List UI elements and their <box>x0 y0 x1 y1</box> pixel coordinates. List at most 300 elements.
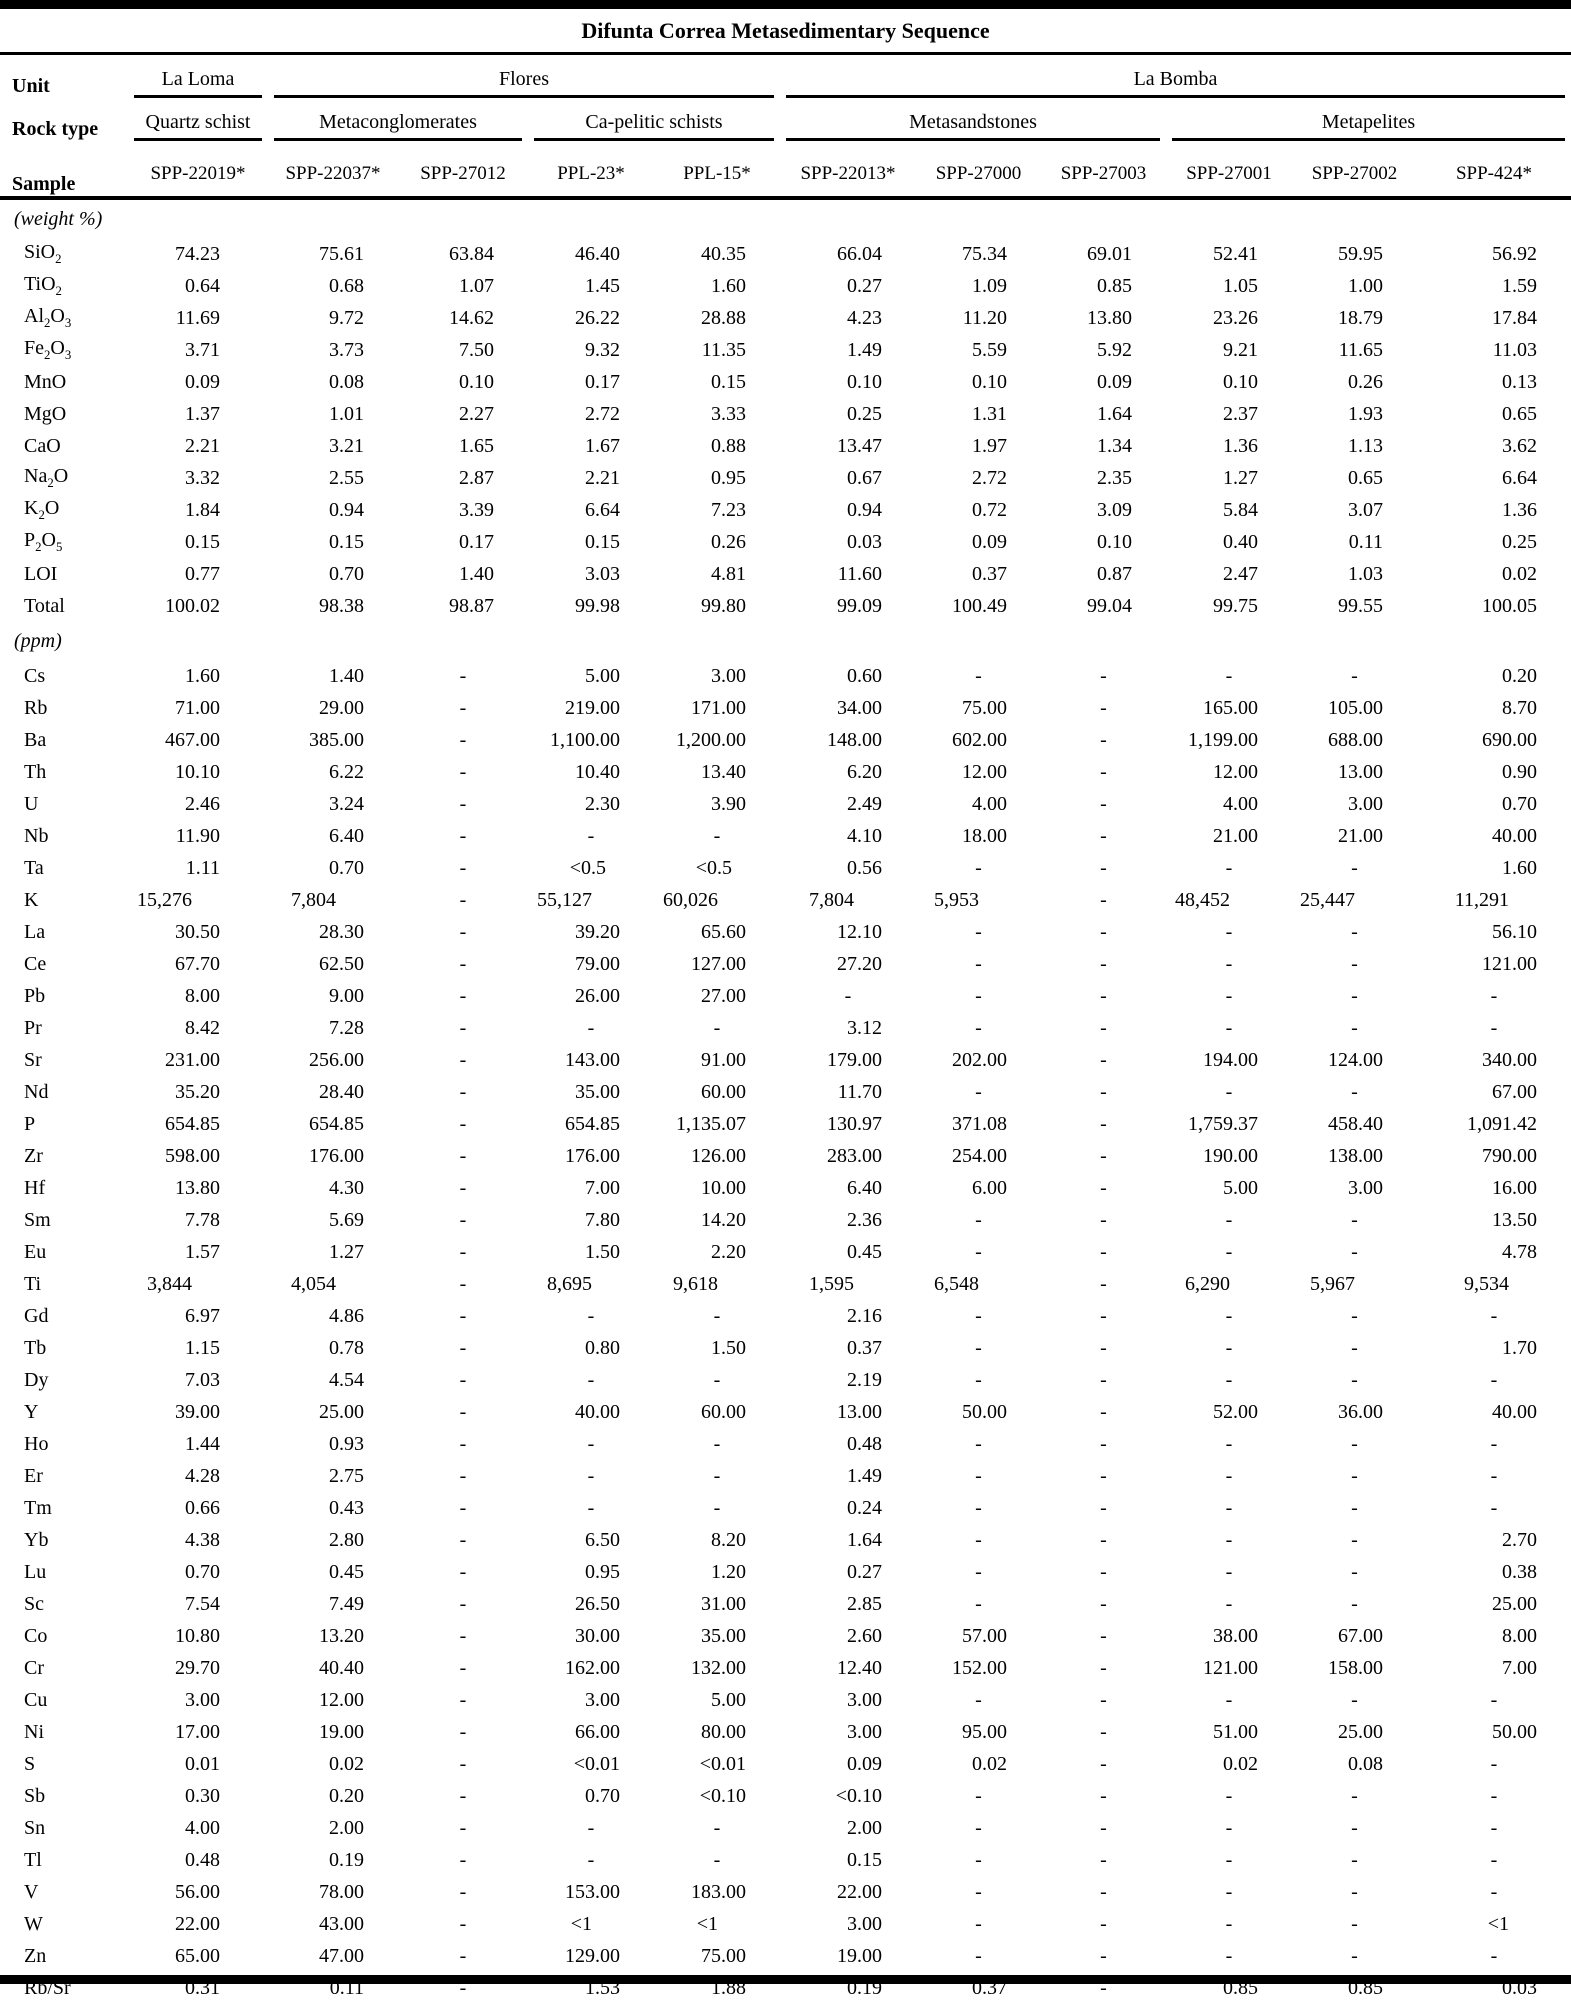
value-cell: 25.00 <box>1338 1720 1383 1743</box>
value-cell: 165.00 <box>1203 696 1258 719</box>
value-cell: 2.36 <box>847 1208 882 1231</box>
value-cell: - <box>1351 1784 1358 1807</box>
value-cell: <1 <box>570 1912 592 1935</box>
value-cell: 0.85 <box>1348 1976 1383 1999</box>
element-label: Er <box>24 1464 43 1487</box>
value-cell: - <box>459 1208 467 1231</box>
value-cell: 126.00 <box>691 1144 746 1167</box>
value-cell: 283.00 <box>827 1144 882 1167</box>
value-cell: 7.00 <box>585 1176 620 1199</box>
value-cell: - <box>459 1144 467 1167</box>
value-cell: - <box>1100 824 1107 847</box>
unit-row-label: Unit <box>12 75 50 97</box>
value-cell: 2.37 <box>1223 402 1258 425</box>
value-cell: - <box>1225 1368 1233 1391</box>
element-label: $Na_2O$ <box>24 465 69 490</box>
value-cell: 56.10 <box>1492 920 1537 943</box>
table-row <box>0 1396 1571 1428</box>
value-cell: 1.00 <box>1348 274 1383 297</box>
value-cell: <1 <box>696 1912 718 1935</box>
value-cell: 132.00 <box>691 1656 746 1679</box>
value-cell: 0.27 <box>847 1560 882 1583</box>
value-cell: 7,804 <box>291 888 336 911</box>
value-cell: 2.47 <box>1223 562 1258 585</box>
value-cell: 0.11 <box>329 1976 364 1999</box>
value-cell: 1.60 <box>711 274 746 297</box>
value-cell: - <box>1490 984 1498 1007</box>
value-cell: 75.34 <box>962 242 1007 265</box>
value-cell: - <box>1490 1944 1498 1967</box>
element-label: Lu <box>24 1560 47 1583</box>
value-cell: 5,953 <box>934 888 979 911</box>
value-cell: 1.70 <box>1502 1336 1537 1359</box>
value-cell: 202.00 <box>952 1048 1007 1071</box>
value-cell: 3,844 <box>147 1272 192 1295</box>
value-cell: 6,548 <box>934 1272 979 1295</box>
value-cell: 8,695 <box>547 1272 592 1295</box>
sample-id-header: SPP-424* <box>1417 141 1571 198</box>
value-cell: 2.55 <box>329 466 364 489</box>
value-cell: 7.03 <box>185 1368 220 1391</box>
value-cell: - <box>459 1368 467 1391</box>
value-cell: 50.00 <box>962 1400 1007 1423</box>
sample-id-header: PPL-23* <box>528 141 654 198</box>
value-cell: - <box>713 1496 721 1519</box>
value-cell: 47.00 <box>319 1944 364 1967</box>
value-cell: 13.80 <box>175 1176 220 1199</box>
value-cell: 0.15 <box>585 530 620 553</box>
value-cell: - <box>459 760 467 783</box>
table-row <box>0 1428 1571 1460</box>
table-row <box>0 1140 1571 1172</box>
value-cell: 0.02 <box>329 1752 364 1775</box>
value-cell: - <box>587 1304 595 1327</box>
value-cell: 654.85 <box>309 1112 364 1135</box>
value-cell: 1.31 <box>972 402 1007 425</box>
value-cell: 74.23 <box>175 242 220 265</box>
value-cell: - <box>459 824 467 847</box>
value-cell: 6.97 <box>185 1304 220 1327</box>
value-cell: 10.80 <box>175 1624 220 1647</box>
value-cell: 4.81 <box>711 562 746 585</box>
value-cell: 1.50 <box>585 1240 620 1263</box>
value-cell: - <box>1100 1880 1107 1903</box>
value-cell: - <box>1351 1528 1358 1551</box>
value-cell: 0.68 <box>329 274 364 297</box>
sample-id-header: SPP-27003 <box>1041 141 1166 198</box>
value-cell: 0.25 <box>1502 530 1537 553</box>
value-cell: 11.70 <box>837 1080 882 1103</box>
element-label: Sn <box>24 1816 46 1839</box>
value-cell: 63.84 <box>449 242 494 265</box>
sample-row <box>0 141 1571 198</box>
value-cell: 18.00 <box>962 824 1007 847</box>
value-cell: 0.65 <box>1502 402 1537 425</box>
element-label: Sc <box>24 1592 44 1615</box>
value-cell: - <box>713 824 721 847</box>
value-cell: - <box>975 1368 982 1391</box>
value-cell: 5,967 <box>1310 1272 1355 1295</box>
value-cell: - <box>1225 664 1233 687</box>
table-row <box>0 334 1571 366</box>
value-cell: 4.78 <box>1502 1240 1537 1263</box>
value-cell: 25,447 <box>1300 888 1355 911</box>
value-cell: - <box>459 920 467 943</box>
value-cell: - <box>1100 1944 1107 1967</box>
element-label: Co <box>24 1624 48 1647</box>
value-cell: - <box>1100 1688 1107 1711</box>
value-cell: 1,091.42 <box>1467 1112 1537 1135</box>
value-cell: 100.05 <box>1482 594 1537 617</box>
value-cell: 66.04 <box>837 242 882 265</box>
value-cell: 80.00 <box>701 1720 746 1743</box>
value-cell: 0.15 <box>185 530 220 553</box>
value-cell: 40.00 <box>575 1400 620 1423</box>
value-cell: - <box>459 1656 467 1679</box>
value-cell: - <box>1100 1528 1107 1551</box>
value-cell: - <box>713 1464 721 1487</box>
value-cell: 2.72 <box>972 466 1007 489</box>
value-cell: 3.03 <box>585 562 620 585</box>
value-cell: - <box>459 1496 467 1519</box>
value-cell: 3.32 <box>185 466 220 489</box>
rock-type-group-header: Metapelites <box>1166 98 1571 141</box>
element-label: Ba <box>24 728 47 751</box>
element-label: Gd <box>24 1304 49 1327</box>
value-cell: 0.09 <box>847 1752 882 1775</box>
value-cell: - <box>975 1944 982 1967</box>
value-cell: 0.09 <box>1097 370 1132 393</box>
value-cell: 0.19 <box>847 1976 882 1999</box>
value-cell: 23.26 <box>1213 306 1258 329</box>
element-label: Pb <box>24 984 46 1007</box>
value-cell: 4.00 <box>185 1816 220 1839</box>
value-cell: - <box>975 1528 982 1551</box>
element-label: Sr <box>24 1048 42 1071</box>
table-row <box>0 1332 1571 1364</box>
value-cell: 4.23 <box>847 306 882 329</box>
value-cell: - <box>1100 1368 1107 1391</box>
value-cell: 3.24 <box>329 792 364 815</box>
value-cell: - <box>1490 1688 1498 1711</box>
element-label: $Al_2O_3$ <box>24 305 72 330</box>
value-cell: 0.08 <box>1348 1752 1383 1775</box>
value-cell: - <box>459 792 467 815</box>
value-cell: 8.00 <box>185 984 220 1007</box>
value-cell: 2.60 <box>847 1624 882 1647</box>
sample-id-header: SPP-22013* <box>780 141 916 198</box>
value-cell: 12.40 <box>837 1656 882 1679</box>
value-cell: 0.37 <box>972 562 1007 585</box>
value-cell: - <box>1100 1848 1107 1871</box>
element-label: $K_2O$ <box>24 497 60 522</box>
value-cell: 8.70 <box>1502 696 1537 719</box>
value-cell: - <box>1351 1848 1358 1871</box>
value-cell: - <box>1351 1304 1358 1327</box>
value-cell: - <box>1351 1208 1358 1231</box>
value-cell: 99.75 <box>1213 594 1258 617</box>
value-cell: 6.22 <box>329 760 364 783</box>
value-cell: - <box>1100 1784 1107 1807</box>
value-cell: 0.03 <box>847 530 882 553</box>
value-cell: - <box>975 1592 982 1615</box>
value-cell: 5.84 <box>1223 498 1258 521</box>
value-cell: 0.95 <box>711 466 746 489</box>
value-cell: 2.35 <box>1097 466 1132 489</box>
table-row <box>0 1044 1571 1076</box>
value-cell: 2.00 <box>847 1816 882 1839</box>
value-cell: 0.02 <box>1502 562 1537 585</box>
value-cell: 1.88 <box>711 1976 746 1999</box>
value-cell: 3.00 <box>847 1688 882 1711</box>
value-cell: 0.40 <box>1223 530 1258 553</box>
value-cell: 12.10 <box>837 920 882 943</box>
value-cell: 4.00 <box>972 792 1007 815</box>
rock-type-group-header: Ca-pelitic schists <box>528 98 780 141</box>
value-cell: 60.00 <box>701 1080 746 1103</box>
value-cell: 179.00 <box>827 1048 882 1071</box>
value-cell: - <box>1225 1592 1233 1615</box>
value-cell: 1.64 <box>1097 402 1132 425</box>
value-cell: - <box>1351 1368 1358 1391</box>
value-cell: 4.38 <box>185 1528 220 1551</box>
rock-type-row <box>0 98 1571 141</box>
element-label: TiO$_2$ <box>24 273 62 298</box>
value-cell: - <box>1351 1560 1358 1583</box>
value-cell: - <box>1100 1464 1107 1487</box>
element-label: Y <box>24 1400 39 1423</box>
value-cell: - <box>975 1688 982 1711</box>
value-cell: - <box>1100 1304 1107 1327</box>
value-cell: - <box>1100 664 1107 687</box>
value-cell: - <box>1100 1144 1107 1167</box>
value-cell: - <box>713 1848 721 1871</box>
value-cell: 31.00 <box>701 1592 746 1615</box>
table-row <box>0 238 1571 270</box>
value-cell: - <box>975 1464 982 1487</box>
value-cell: - <box>1225 1688 1233 1711</box>
value-cell: - <box>1490 1752 1498 1775</box>
value-cell: - <box>1490 1304 1498 1327</box>
value-cell: - <box>587 1016 595 1039</box>
value-cell: 13.50 <box>1492 1208 1537 1231</box>
value-cell: 2.72 <box>585 402 620 425</box>
value-cell: 2.27 <box>459 402 494 425</box>
value-cell: 371.08 <box>952 1112 1007 1135</box>
value-cell: 2.19 <box>847 1368 882 1391</box>
value-cell: <0.10 <box>835 1784 882 1807</box>
value-cell: 690.00 <box>1482 728 1537 751</box>
element-label: Dy <box>24 1368 49 1391</box>
element-label: Th <box>24 760 47 783</box>
element-label: K <box>24 888 39 911</box>
value-cell: 9.32 <box>585 338 620 361</box>
value-cell: 1.40 <box>459 562 494 585</box>
value-cell: - <box>1100 952 1107 975</box>
value-cell: 46.40 <box>575 242 620 265</box>
value-cell: - <box>975 1816 982 1839</box>
value-cell: - <box>1490 1816 1498 1839</box>
table-row <box>0 494 1571 526</box>
value-cell: 0.95 <box>585 1560 620 1583</box>
value-cell: 0.02 <box>972 1752 1007 1775</box>
table-row <box>0 1844 1571 1876</box>
value-cell: 12.00 <box>319 1688 364 1711</box>
value-cell: - <box>975 1560 982 1583</box>
value-cell: 0.20 <box>1502 664 1537 687</box>
value-cell: 3.00 <box>847 1912 882 1935</box>
sample-id-header: SPP-27002 <box>1292 141 1417 198</box>
value-cell: - <box>1490 1880 1498 1903</box>
value-cell: 3.00 <box>711 664 746 687</box>
value-cell: - <box>1490 1432 1498 1455</box>
table-row <box>0 430 1571 462</box>
value-cell: - <box>1351 1336 1358 1359</box>
value-cell: - <box>975 1848 982 1871</box>
value-cell: - <box>459 1944 467 1967</box>
value-cell: 4,054 <box>291 1272 336 1295</box>
table-row <box>0 1492 1571 1524</box>
value-cell: - <box>587 1496 595 1519</box>
value-cell: 25.00 <box>319 1400 364 1423</box>
element-label: Ho <box>24 1432 49 1455</box>
value-cell: 10.10 <box>175 760 220 783</box>
value-cell: 1.20 <box>711 1560 746 1583</box>
value-cell: 1.97 <box>972 434 1007 457</box>
table-row <box>0 1076 1571 1108</box>
value-cell: 2.00 <box>329 1816 364 1839</box>
value-cell: 1.60 <box>185 664 220 687</box>
sample-id-header: SPP-27012 <box>398 141 528 198</box>
table-row <box>0 590 1571 622</box>
value-cell: 4.54 <box>329 1368 364 1391</box>
value-cell: 1,200.00 <box>676 728 746 751</box>
element-label: SiO$_2$ <box>24 241 62 266</box>
value-cell: - <box>459 1240 467 1263</box>
value-cell: 0.09 <box>972 530 1007 553</box>
value-cell: - <box>1490 1016 1498 1039</box>
value-cell: 176.00 <box>309 1144 364 1167</box>
value-cell: 40.40 <box>319 1656 364 1679</box>
value-cell: - <box>975 1240 982 1263</box>
value-cell: 0.72 <box>972 498 1007 521</box>
value-cell: - <box>459 856 467 879</box>
value-cell: - <box>1351 1880 1358 1903</box>
table-row <box>0 1012 1571 1044</box>
value-cell: - <box>459 1880 467 1903</box>
value-cell: 39.00 <box>175 1400 220 1423</box>
value-cell: - <box>1225 1208 1233 1231</box>
value-cell: 11.65 <box>1338 338 1383 361</box>
value-cell: 231.00 <box>165 1048 220 1071</box>
value-cell: 5.92 <box>1097 338 1132 361</box>
value-cell: - <box>459 952 467 975</box>
value-cell: 15,276 <box>137 888 192 911</box>
value-cell: - <box>459 1624 467 1647</box>
value-cell: - <box>459 1272 467 1295</box>
value-cell: 5.00 <box>1223 1176 1258 1199</box>
table-row <box>0 1172 1571 1204</box>
value-cell: 219.00 <box>565 696 620 719</box>
value-cell: 3.12 <box>847 1016 882 1039</box>
value-cell: 3.07 <box>1348 498 1383 521</box>
value-cell: 1.44 <box>185 1432 220 1455</box>
table-row <box>0 852 1571 884</box>
element-label: Sb <box>24 1784 46 1807</box>
section-row <box>0 198 1571 238</box>
value-cell: 28.40 <box>319 1080 364 1103</box>
value-cell: 0.94 <box>329 498 364 521</box>
element-label: Cs <box>24 664 46 687</box>
value-cell: 11.03 <box>1492 338 1537 361</box>
value-cell: 0.17 <box>459 530 494 553</box>
value-cell: - <box>459 1912 467 1935</box>
value-cell: 79.00 <box>575 952 620 975</box>
value-cell: 0.93 <box>329 1432 364 1455</box>
value-cell: 35.00 <box>575 1080 620 1103</box>
value-cell: - <box>1100 1976 1107 1999</box>
value-cell: 75.00 <box>962 696 1007 719</box>
element-label: $P_2O_5$ <box>24 529 63 554</box>
element-label: MgO <box>24 402 67 425</box>
value-cell: 65.60 <box>701 920 746 943</box>
value-cell: 7.54 <box>185 1592 220 1615</box>
value-cell: 1.57 <box>185 1240 220 1263</box>
value-cell: 5.59 <box>972 338 1007 361</box>
value-cell: 1.64 <box>847 1528 882 1551</box>
value-cell: 66.00 <box>575 1720 620 1743</box>
value-cell: <0.01 <box>573 1752 620 1775</box>
value-cell: 27.00 <box>701 984 746 1007</box>
value-cell: 598.00 <box>165 1144 220 1167</box>
value-cell: - <box>1225 1880 1233 1903</box>
value-cell: - <box>1490 1368 1498 1391</box>
value-cell: 0.77 <box>185 562 220 585</box>
element-label: Zn <box>24 1944 47 1967</box>
value-cell: <0.5 <box>569 856 606 879</box>
value-cell: 385.00 <box>309 728 364 751</box>
value-cell: - <box>975 1432 982 1455</box>
value-cell: 62.50 <box>319 952 364 975</box>
value-cell: 26.50 <box>575 1592 620 1615</box>
value-cell: 9,534 <box>1464 1272 1509 1295</box>
value-cell: - <box>1100 1560 1107 1583</box>
value-cell: - <box>844 984 852 1007</box>
value-cell: - <box>1225 1432 1233 1455</box>
value-cell: 14.62 <box>449 306 494 329</box>
value-cell: 48,452 <box>1175 888 1230 911</box>
value-cell: 6.40 <box>329 824 364 847</box>
value-cell: - <box>459 984 467 1007</box>
value-cell: 458.40 <box>1328 1112 1383 1135</box>
value-cell: 0.80 <box>585 1336 620 1359</box>
value-cell: 40.00 <box>1492 824 1537 847</box>
table-row <box>0 1460 1571 1492</box>
value-cell: 29.00 <box>319 696 364 719</box>
table-row <box>0 756 1571 788</box>
value-cell: 0.17 <box>585 370 620 393</box>
value-cell: 1.84 <box>185 498 220 521</box>
value-cell: - <box>459 1336 467 1359</box>
value-cell: 0.02 <box>1223 1752 1258 1775</box>
value-cell: 28.88 <box>701 306 746 329</box>
value-cell: - <box>459 1112 467 1135</box>
table-row <box>0 526 1571 558</box>
value-cell: 98.38 <box>319 594 364 617</box>
value-cell: 3.00 <box>1348 792 1383 815</box>
value-cell: 11.60 <box>837 562 882 585</box>
element-label: Ni <box>24 1720 44 1743</box>
